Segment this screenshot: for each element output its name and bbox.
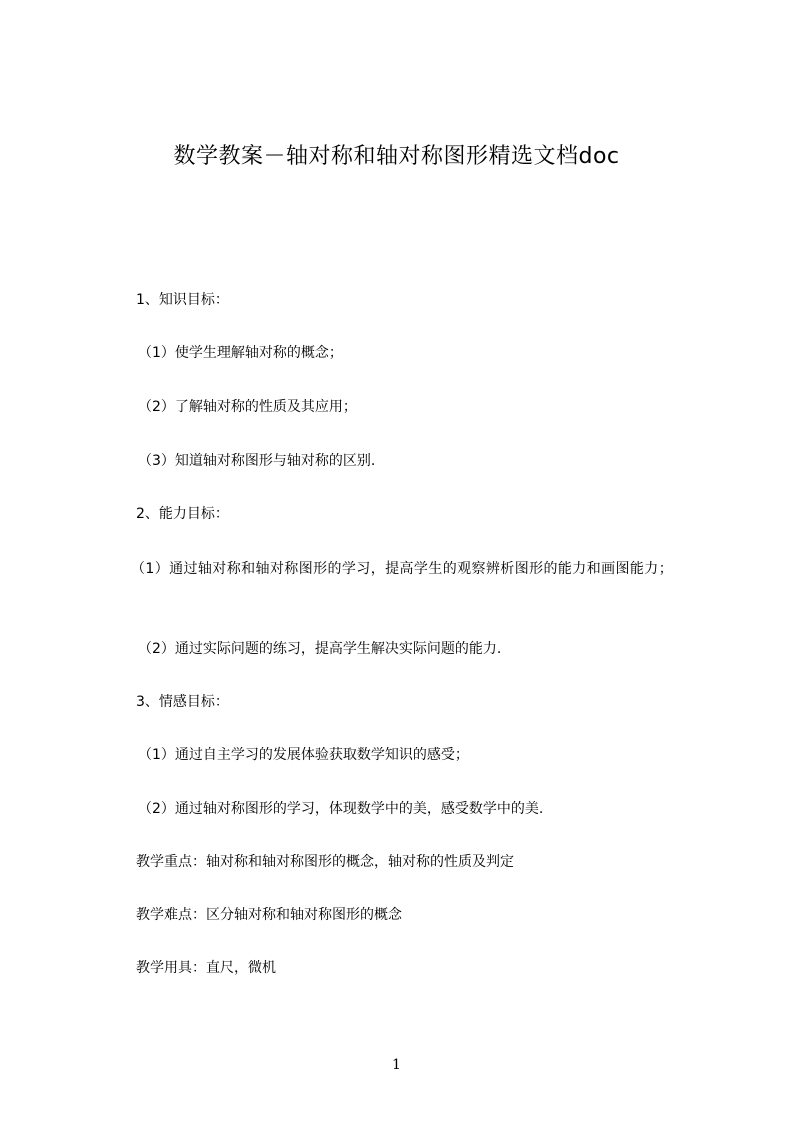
section-heading-knowledge: 1、知识目标： [136, 292, 229, 308]
ability-item-2: （2）通过实际问题的练习，提高学生解决实际问题的能力. [138, 641, 502, 657]
section-heading-emotion: 3、情感目标： [136, 694, 229, 710]
section-heading-ability: 2、能力目标： [136, 506, 229, 522]
ability-item-1: （1）通过轴对称和轴对称图形的学习，提高学生的观察辨析图形的能力和画图能力； [131, 561, 674, 577]
knowledge-item-1: （1）使学生理解轴对称的概念； [138, 345, 343, 361]
document-title: 数学教案－轴对称和轴对称图形精选文档doc [173, 144, 620, 169]
knowledge-item-3: （3）知道轴对称图形与轴对称的区别. [138, 453, 376, 469]
teaching-tools: 教学用具：直尺，微机 [136, 960, 276, 976]
teaching-difficulty: 教学难点：区分轴对称和轴对称图形的概念 [136, 907, 402, 923]
knowledge-item-2: （2）了解轴对称的性质及其应用； [138, 399, 357, 415]
emotion-item-2: （2）通过轴对称图形的学习，体现数学中的美，感受数学中的美. [138, 801, 544, 817]
teaching-focus: 教学重点：轴对称和轴对称图形的概念，轴对称的性质及判定 [136, 854, 514, 870]
page-number: 1 [392, 1057, 401, 1073]
emotion-item-1: （1）通过自主学习的发展体验获取数学知识的感受； [138, 747, 469, 763]
